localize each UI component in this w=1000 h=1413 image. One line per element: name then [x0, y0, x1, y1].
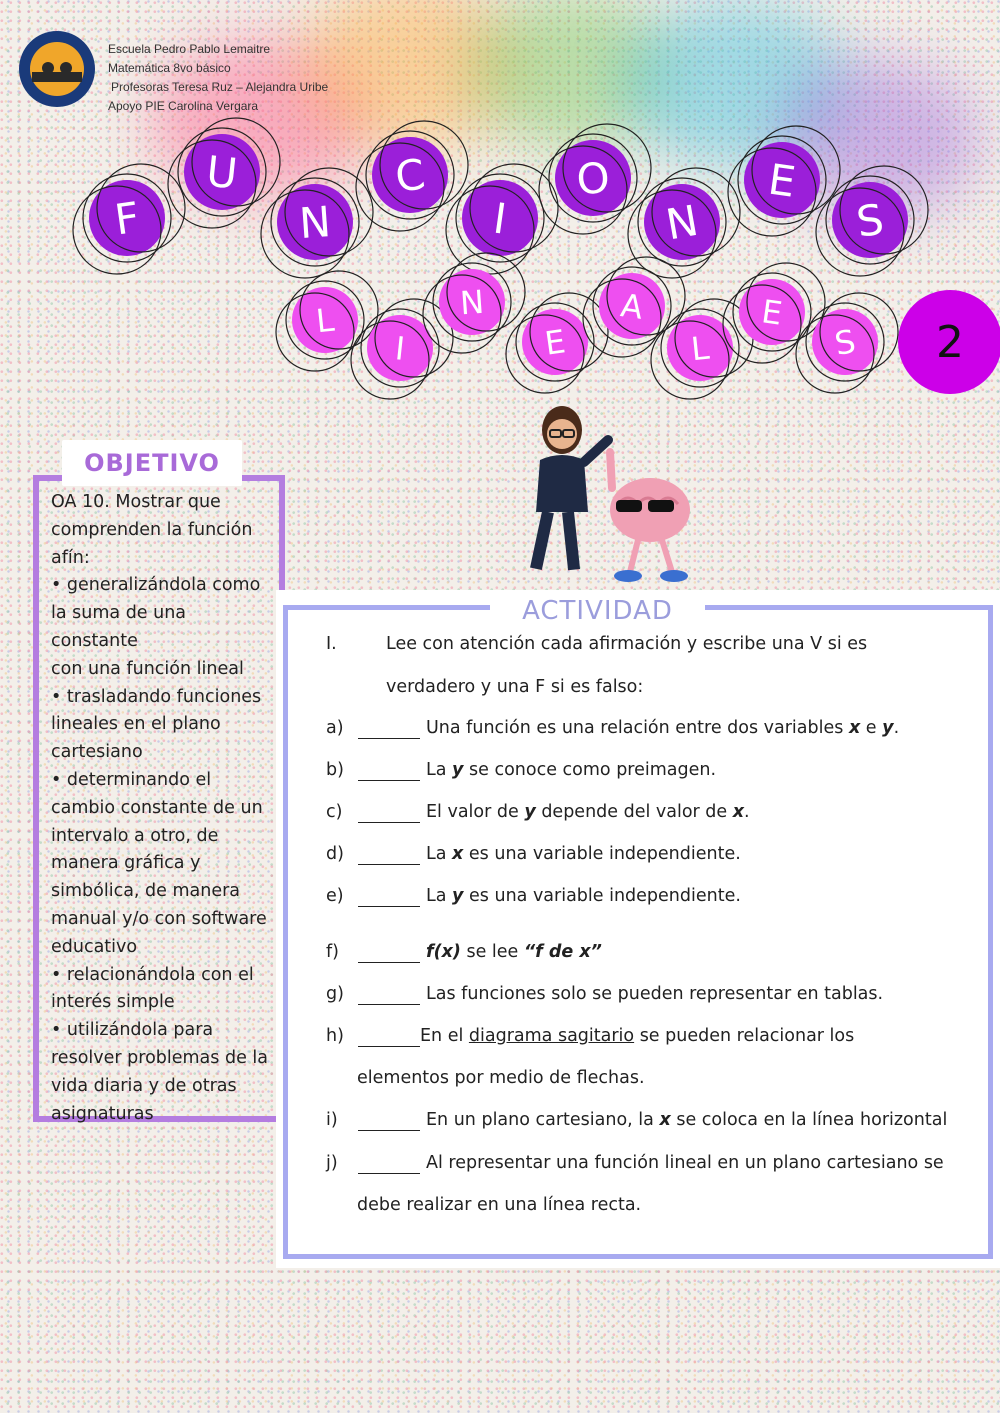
- question-text: La y es una variable independiente.: [426, 886, 741, 906]
- answer-blank-j[interactable]: [358, 1153, 420, 1174]
- question-label: i): [326, 1110, 338, 1130]
- title-letter: L: [314, 300, 336, 341]
- title-word-lineales: [276, 253, 898, 399]
- title-letter: E: [542, 322, 568, 363]
- objective-line: la suma de una constante: [51, 603, 187, 651]
- question-label: g): [326, 984, 344, 1004]
- objective-line: OA 10. Mostrar que: [51, 492, 221, 512]
- school-logo: [18, 30, 96, 108]
- question-text: En un plano cartesiano, la x se coloca en la línea horizontal: [426, 1110, 948, 1130]
- objective-line: educativo: [51, 936, 138, 957]
- objective-title: OBJETIVO: [62, 440, 242, 486]
- question-text: La y se conoce como preimagen.: [426, 760, 717, 780]
- question-label: e): [326, 886, 344, 906]
- objective-line: interés simple: [51, 992, 175, 1013]
- objective-line: intervalo a otro, de: [51, 825, 219, 846]
- question-label: b): [326, 760, 344, 780]
- objective-line: • generalizándola como: [51, 575, 261, 596]
- title-letter: E: [759, 292, 785, 333]
- answer-blank-g[interactable]: [358, 984, 420, 1005]
- objective-line: manual y/o con software: [51, 908, 267, 929]
- objective-line: lineales en el plano: [51, 714, 221, 735]
- question-text: Al representar una función lineal en un plano cartesiano se: [426, 1153, 944, 1173]
- instruction-line-2: verdadero y una F si es falso:: [386, 677, 644, 697]
- title-bubbles: [0, 110, 1000, 400]
- title-letter: F: [111, 192, 143, 245]
- title-letter: L: [689, 328, 711, 369]
- title-letter: E: [765, 154, 799, 207]
- objective-line: con una función lineal: [51, 658, 244, 679]
- objective-line: cambio constante de un: [51, 797, 263, 818]
- teachers-name: Profesoras Teresa Ruz – Alejandra Uribe: [111, 80, 329, 94]
- title-letter: N: [297, 197, 333, 249]
- objective-line: • determinando el: [51, 769, 212, 790]
- question-label: c): [326, 802, 343, 822]
- title-letter: A: [618, 286, 646, 327]
- title-letter: O: [574, 153, 612, 205]
- objective-line: comprenden la función: [51, 519, 253, 540]
- objective-line: simbólica, de manera: [51, 881, 241, 902]
- answer-blank-h[interactable]: [358, 1026, 420, 1047]
- question-label: j): [326, 1153, 338, 1173]
- question-h-line-2: elementos por medio de flechas.: [357, 1068, 645, 1088]
- number-badge: 2: [898, 290, 1000, 394]
- section-number: I.: [326, 634, 337, 654]
- answer-blank-i[interactable]: [358, 1110, 420, 1131]
- teacher-brain-illustration: [500, 400, 710, 590]
- objective-line: afín:: [51, 547, 90, 568]
- answer-blank-b[interactable]: [358, 760, 420, 781]
- objective-line: cartesiano: [51, 742, 143, 763]
- activity-title: ACTIVIDAD: [490, 592, 705, 630]
- school-name: Escuela Pedro Pablo Lemaitre: [108, 42, 271, 56]
- objective-line: • trasladando funciones: [51, 686, 262, 707]
- objective-line: • relacionándola con el: [51, 964, 254, 985]
- objective-line: asignaturas: [51, 1103, 154, 1124]
- instruction-line-1: Lee con atención cada afirmación y escribe una V si es: [386, 634, 868, 654]
- title-word-funciones: [73, 118, 928, 278]
- support-name: Apoyo PIE Carolina Vergara: [108, 99, 259, 113]
- objective-line: • utilizándola para: [51, 1020, 214, 1041]
- question-text: La x es una variable independiente.: [426, 844, 741, 864]
- title-letter: U: [204, 146, 240, 199]
- question-text: El valor de y depende del valor de x.: [426, 802, 750, 822]
- objective-line: vida diaria y de otras: [51, 1075, 237, 1096]
- question-label: f): [326, 942, 339, 962]
- title-letter: I: [490, 193, 510, 244]
- question-text: En el diagrama sagitario se pueden relacionar los: [420, 1026, 855, 1046]
- question-label: d): [326, 844, 344, 864]
- question-text: Una función es una relación entre dos variables x e y.: [426, 718, 900, 738]
- title-letter: I: [393, 329, 407, 368]
- answer-blank-f[interactable]: [358, 942, 420, 963]
- answer-blank-d[interactable]: [358, 844, 420, 865]
- objective-line: resolver problemas de la: [51, 1047, 268, 1068]
- answer-blank-a[interactable]: [358, 718, 420, 739]
- question-label: a): [326, 718, 344, 738]
- title-letter: N: [662, 195, 702, 250]
- title-letter: C: [392, 149, 429, 202]
- header-info: [108, 40, 328, 116]
- objective-line: manera gráfica y: [51, 853, 201, 874]
- question-text: f(x) se lee “f de x”: [426, 942, 602, 962]
- question-j-line-2: debe realizar en una línea recta.: [357, 1195, 642, 1215]
- answer-blank-c[interactable]: [358, 802, 420, 823]
- objective-text: [51, 489, 273, 1128]
- title-letter: S: [853, 194, 887, 247]
- question-label: h): [326, 1026, 344, 1046]
- title-letter: S: [831, 322, 859, 363]
- course-name: Matemática 8vo básico: [108, 61, 231, 75]
- title-letter: N: [458, 282, 486, 323]
- answer-blank-e[interactable]: [358, 886, 420, 907]
- question-text: Las funciones solo se pueden representar en tablas.: [426, 984, 884, 1004]
